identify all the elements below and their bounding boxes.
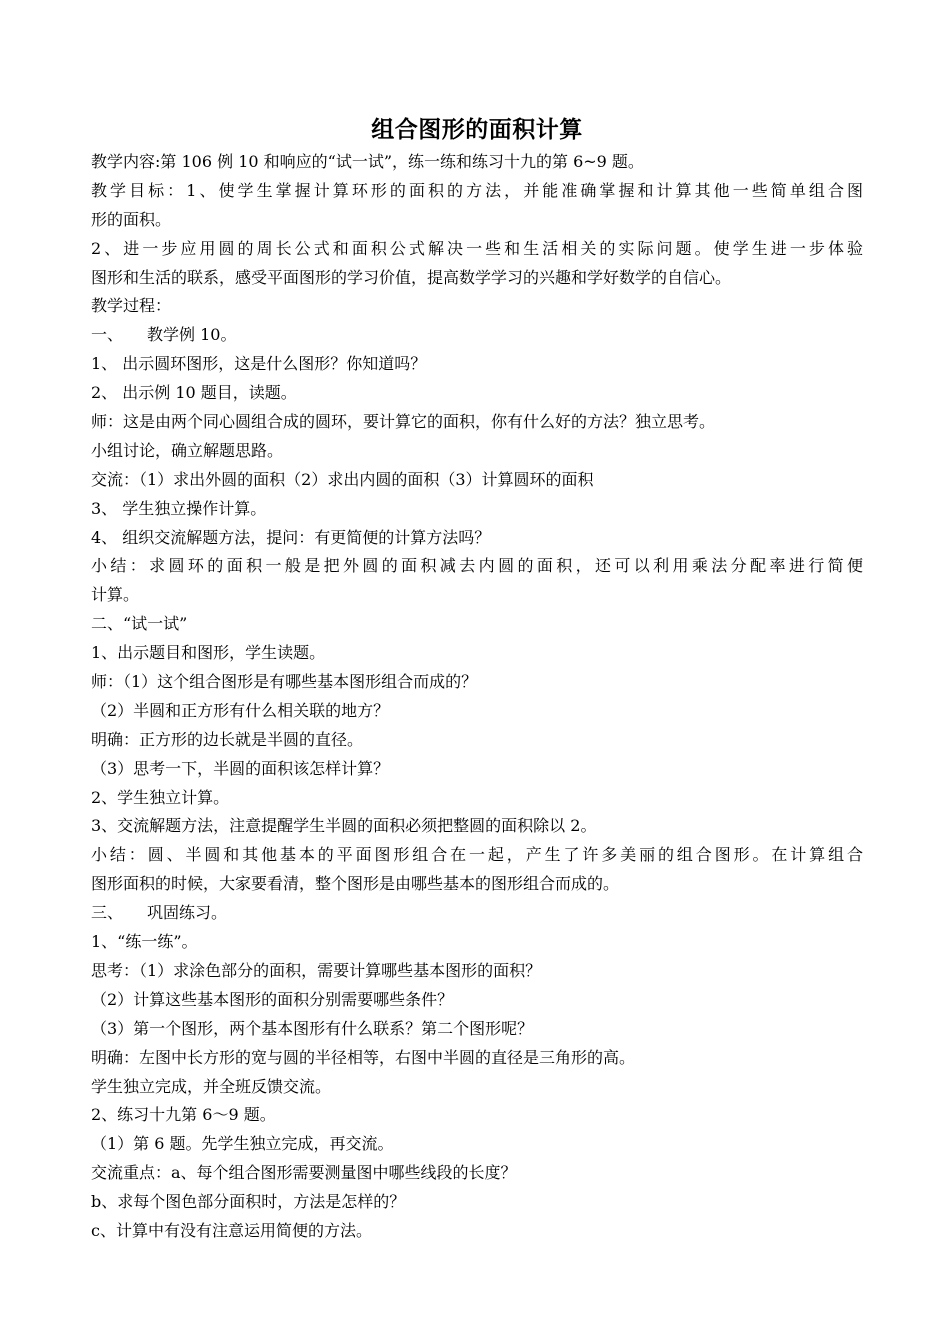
teacher-line: 师：这是由两个同心圆组合成的圆环，要计算它的面积，你有什么好的方法？独立思考。	[91, 412, 716, 432]
teaching-goal-line-2: 形的面积。	[91, 209, 172, 229]
teaching-goal-2-line-1: 2、进一步应用圆的周长公式和面积公式解决一些和生活相关的实际问题。使学生进一步体验	[91, 238, 863, 258]
feedback-line: 学生独立完成，并全班反馈交流。	[91, 1076, 332, 1096]
document-page	[91, 112, 863, 1246]
clarify-line: 明确：正方形的边长就是半圆的直径。	[91, 729, 364, 749]
question-line: （1）第 6 题。先学生独立完成，再交流。	[91, 1134, 394, 1154]
group-discussion-line: 小组讨论，确立解题思路。	[91, 440, 284, 460]
step-line: 1、出示题目和图形，学生读题。	[91, 643, 326, 663]
teaching-goal-line-1: 教学目标：1、使学生掌握计算环形的面积的方法，并能准确掌握和计算其他一些简单组合图	[91, 180, 863, 200]
exchange-line: 交流：（1）求出外圆的面积（2）求出内圆的面积（3）计算圆环的面积	[91, 469, 594, 489]
step-line: 2、 出示例 10 题目，读题。	[91, 383, 297, 403]
document-body	[91, 148, 863, 1246]
question-line: （3）思考一下，半圆的面积该怎样计算？	[91, 758, 390, 778]
step-line: 3、交流解题方法，注意提醒学生半圆的面积必须把整圆的面积除以 2。	[91, 816, 597, 836]
clarify-line: 明确：左图中长方形的宽与圆的半径相等，右图中半圆的直径是三角形的高。	[91, 1047, 636, 1067]
document-title: 组合图形的面积计算	[371, 117, 583, 143]
exchange-focus-line: c、计算中有没有注意运用简便的方法。	[91, 1220, 372, 1240]
section-one-heading: 一、 教学例 10。	[91, 325, 237, 345]
section-two-heading: 二、“试一试”	[91, 614, 188, 634]
step-line: 2、学生独立计算。	[91, 787, 230, 807]
summary-line-1: 小结：圆、半圆和其他基本的平面图形组合在一起，产生了许多美丽的组合图形。在计算组合	[91, 845, 863, 865]
exchange-focus-line: 交流重点：a、每个组合图形需要测量图中哪些线段的长度？	[91, 1163, 517, 1183]
teaching-content-line: 教学内容:第 106 例 10 和响应的“试一试”，练一练和练习十九的第 6~9 题。	[91, 152, 644, 171]
step-line: 3、 学生独立操作计算。	[91, 498, 267, 518]
summary-line-1: 小结：求圆环的面积一般是把外圆的面积减去内圆的面积，还可以利用乘法分配率进行简便	[91, 556, 863, 576]
teacher-question-line: 师：（1）这个组合图形是有哪些基本图形组合而成的？	[91, 672, 478, 692]
teaching-process-heading: 教学过程：	[91, 296, 172, 316]
question-line: （3）第一个图形，两个基本图形有什么联系？第二个图形呢？	[91, 1018, 534, 1038]
question-line: （2）半圆和正方形有什么相关联的地方？	[91, 700, 390, 720]
summary-line-2: 图形面积的时候，大家要看清，整个图形是由哪些基本的图形组合而成的。	[91, 874, 620, 894]
exchange-focus-line: b、求每个图色部分面积时，方法是怎样的？	[91, 1192, 406, 1212]
step-line: 1、“练一练”。	[91, 932, 198, 952]
question-line: （2）计算这些基本图形的面积分别需要哪些条件？	[91, 989, 454, 1009]
step-line: 4、 组织交流解题方法，提问：有更简便的计算方法吗？	[91, 527, 491, 547]
summary-line-2: 计算。	[91, 585, 140, 605]
section-three-heading: 三、 巩固练习。	[91, 903, 228, 923]
step-line: 1、 出示圆环图形，这是什么图形？你知道吗？	[91, 354, 427, 374]
thinking-line: 思考：（1）求涂色部分的面积，需要计算哪些基本图形的面积？	[91, 960, 542, 980]
step-line: 2、练习十九第 6～9 题。	[91, 1105, 276, 1125]
teaching-goal-2-line-2: 图形和生活的联系，感受平面图形的学习价值，提高数学学习的兴趣和学好数学的自信心。	[91, 267, 732, 287]
